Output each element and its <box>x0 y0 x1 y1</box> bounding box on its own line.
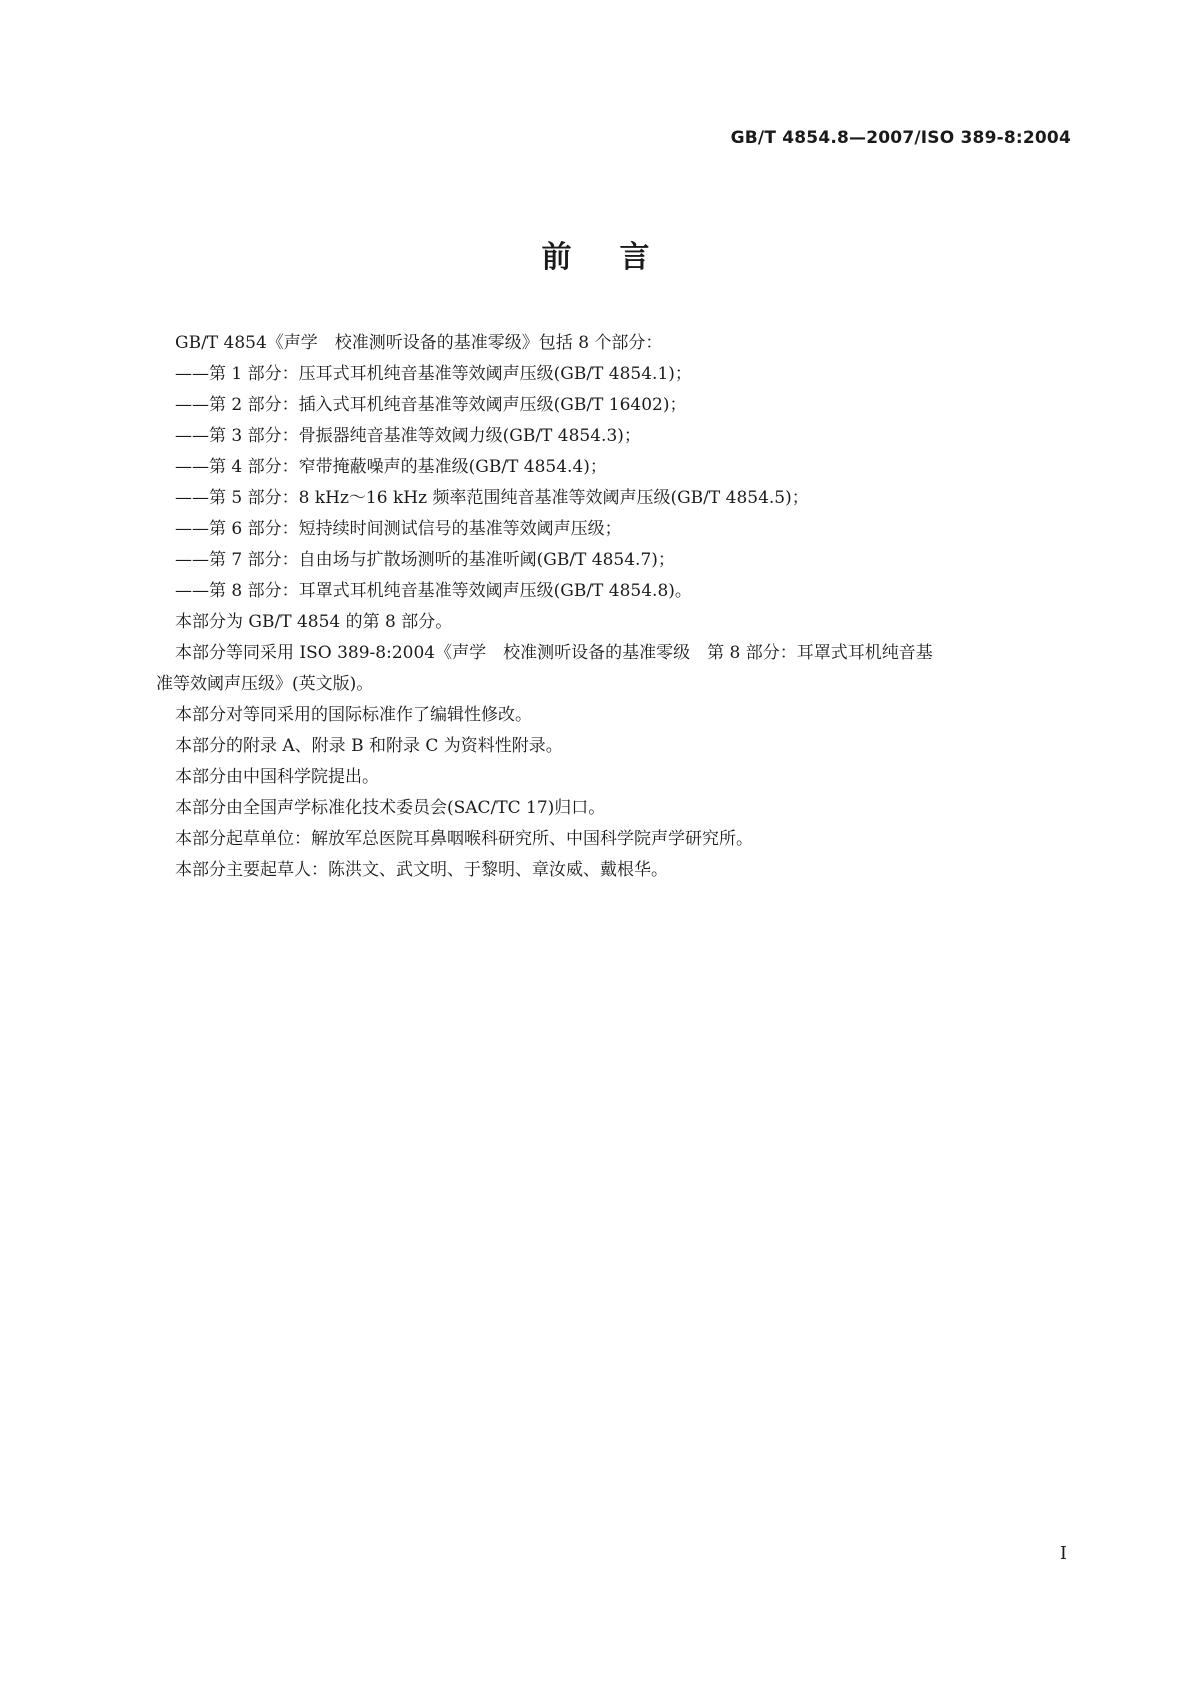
drafting-units-paragraph: 本部分起草单位：解放军总医院耳鼻咽喉科研究所、中国科学院声学研究所。 <box>175 829 753 849</box>
list-item: ——第 5 部分：8 kHz～16 kHz 频率范围纯音基准等效阈声压级(GB/T 4854.5)； <box>175 488 809 508</box>
list-item: ——第 6 部分：短持续时间测试信号的基准等效阈声压级； <box>175 519 622 539</box>
list-item: ——第 1 部分：压耳式耳机纯音基准等效阈声压级(GB/T 4854.1)； <box>175 364 692 384</box>
annexes-paragraph: 本部分的附录 A、附录 B 和附录 C 为资料性附录。 <box>175 736 563 756</box>
part-statement-paragraph: 本部分为 GB/T 4854 的第 8 部分。 <box>175 612 453 632</box>
adoption-paragraph-line-1: 本部分等同采用 ISO 389-8:2004《声学 校准测听设备的基准零级 第 8 部分：耳罩式耳机纯音基 <box>175 643 933 663</box>
drafters-paragraph: 本部分主要起草人：陈洪文、武文明、于黎明、章汝威、戴根华。 <box>175 860 668 880</box>
standard-number-header: GB/T 4854.8—2007/ISO 389-8:2004 <box>730 128 1071 148</box>
list-item: ——第 4 部分：窄带掩蔽噪声的基准级(GB/T 4854.4)； <box>175 457 607 477</box>
list-item: ——第 3 部分：骨振器纯音基准等效阈力级(GB/T 4854.3)； <box>175 426 641 446</box>
committee-paragraph: 本部分由全国声学标准化技术委员会(SAC/TC 17)归口。 <box>175 798 606 818</box>
foreword-body <box>156 328 1067 886</box>
proposer-paragraph: 本部分由中国科学院提出。 <box>175 767 379 787</box>
list-item: ——第 7 部分：自由场与扩散场测听的基准听阈(GB/T 4854.7)； <box>175 550 675 570</box>
adoption-paragraph-line-2: 准等效阈声压级》(英文版)。 <box>156 674 374 694</box>
adoption-paragraph <box>156 638 1067 700</box>
list-item: ——第 2 部分：插入式耳机纯音基准等效阈声压级(GB/T 16402)； <box>175 395 687 415</box>
editorial-paragraph: 本部分对等同采用的国际标准作了编辑性修改。 <box>175 705 532 725</box>
intro-paragraph: GB/T 4854《声学 校准测听设备的基准零级》包括 8 个部分： <box>175 333 663 353</box>
page-number: I <box>1059 1543 1067 1564</box>
page-title: 前言 <box>541 240 698 275</box>
list-item: ——第 8 部分：耳罩式耳机纯音基准等效阈声压级(GB/T 4854.8)。 <box>175 581 692 601</box>
